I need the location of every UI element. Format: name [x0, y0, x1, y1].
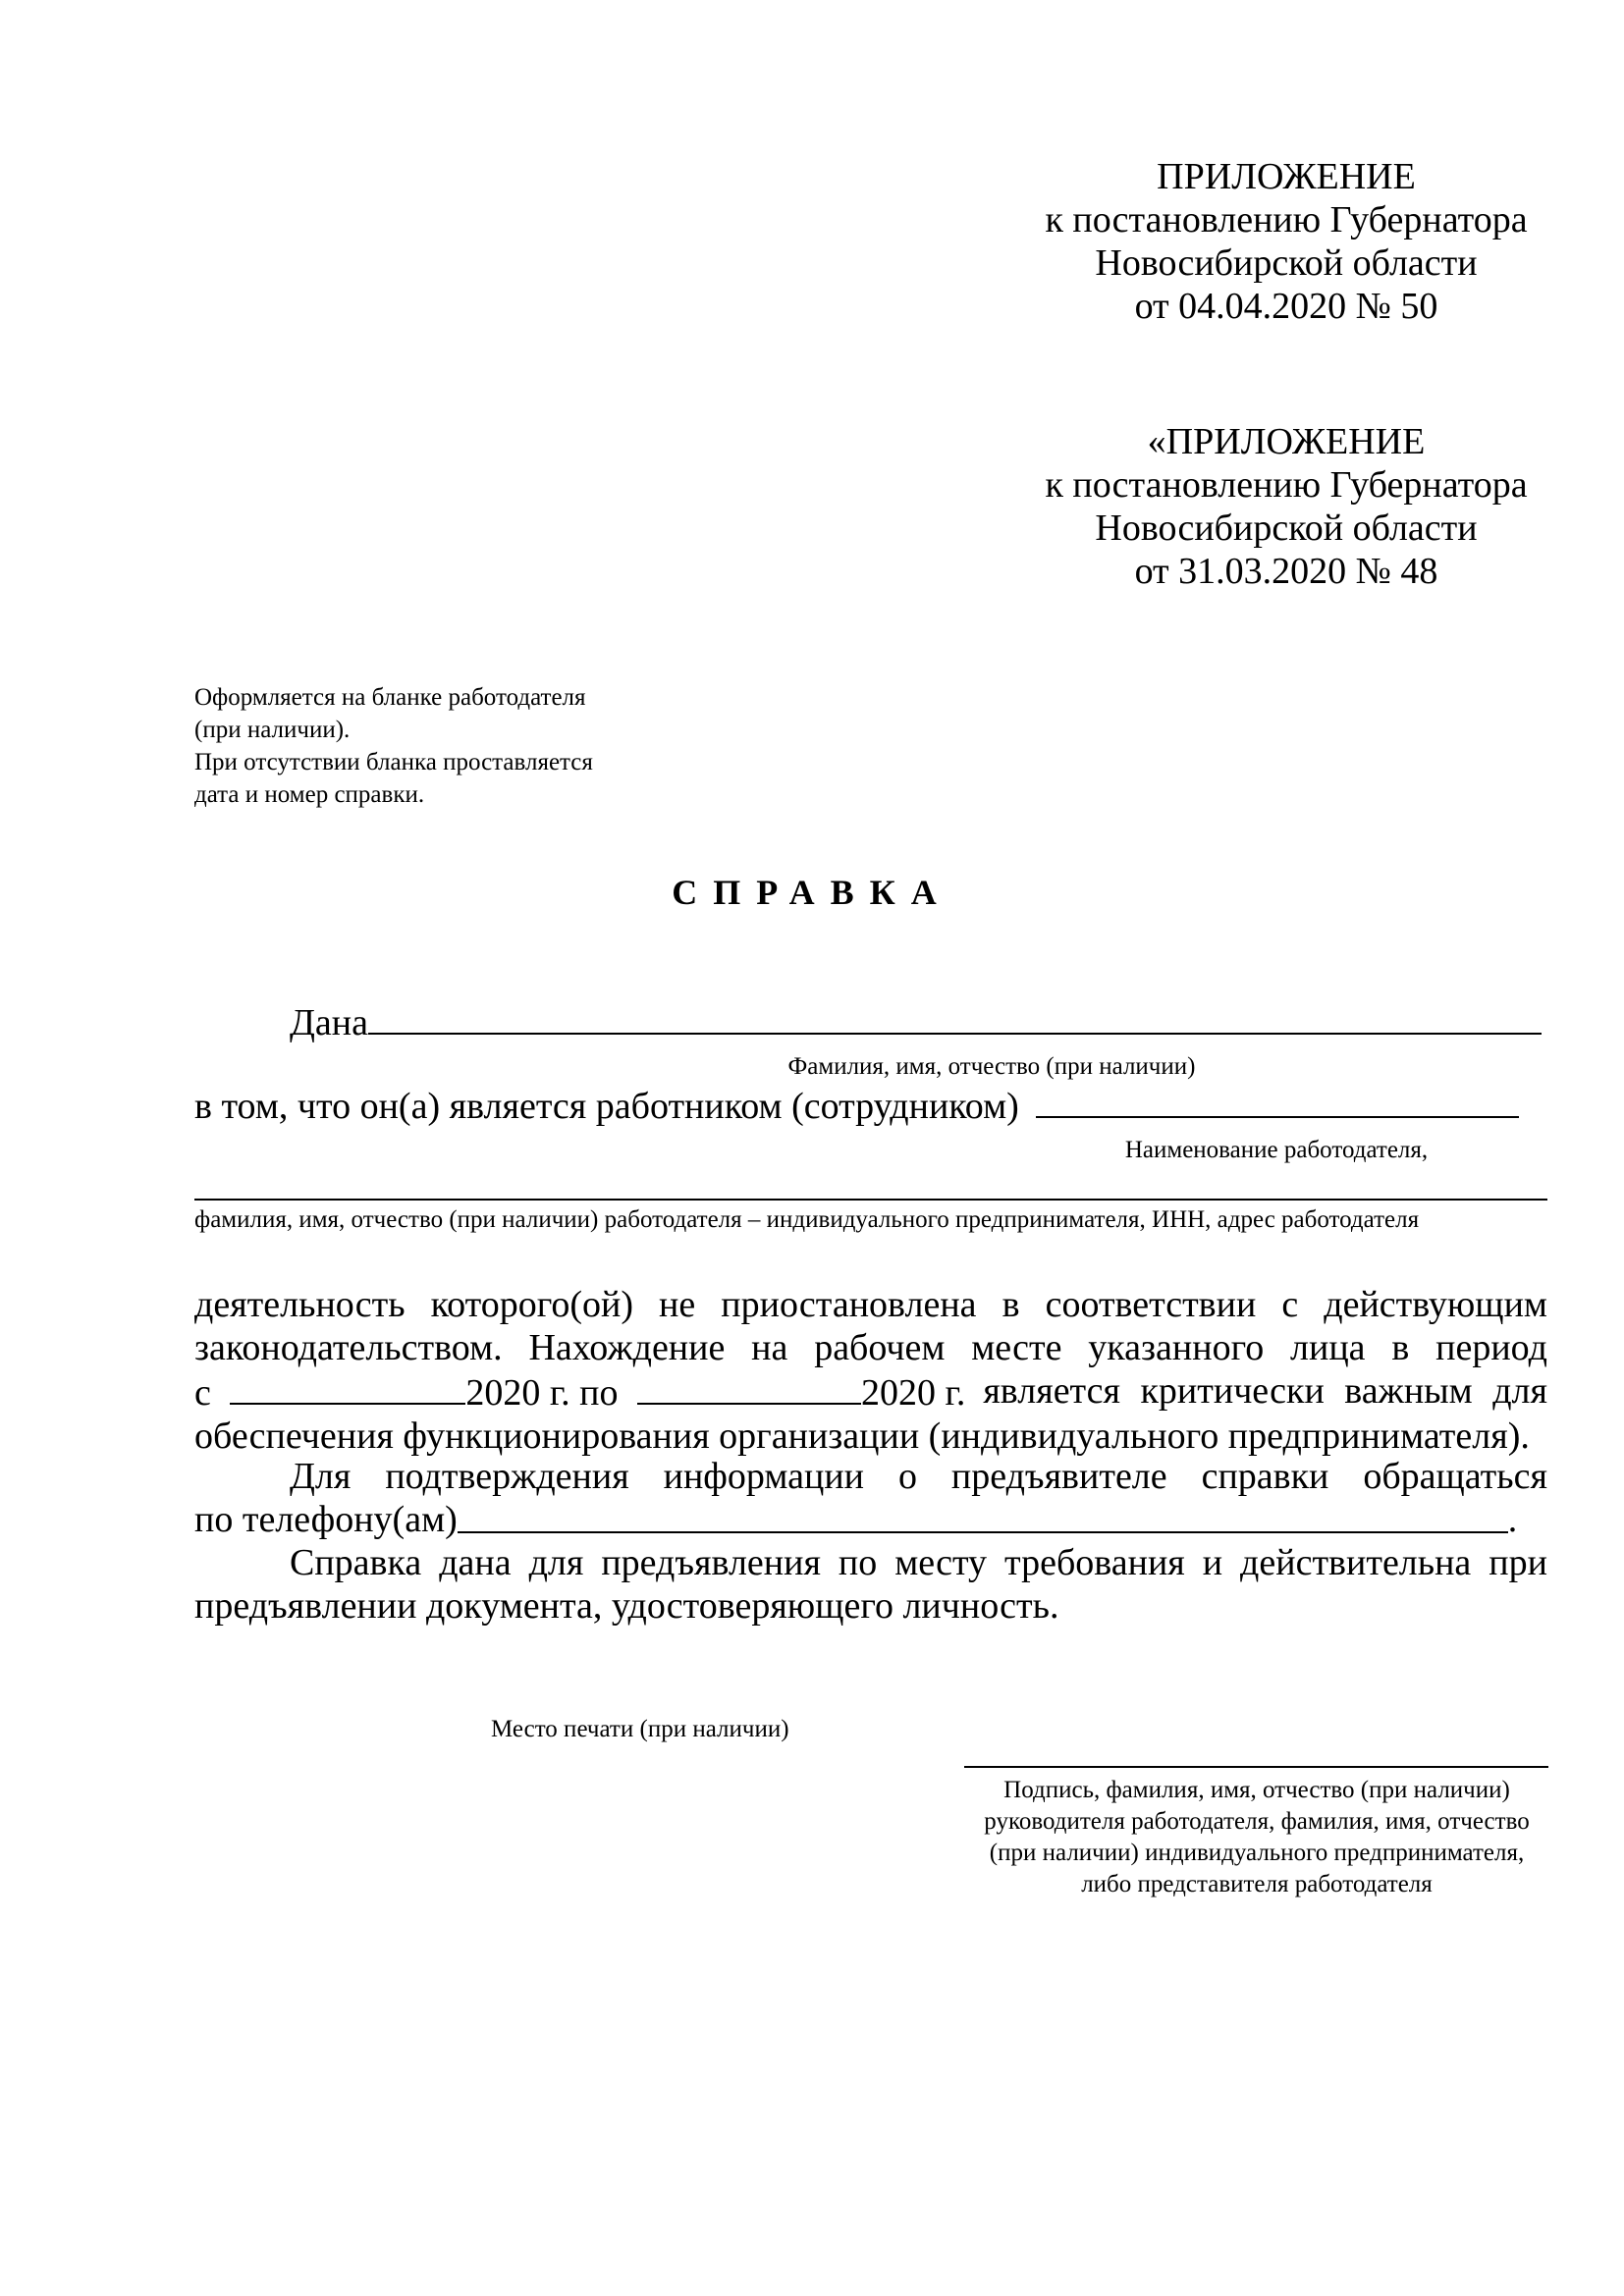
- p1l2-word-3: рабочем: [814, 1327, 946, 1368]
- p3l1-word-7: и: [1202, 1542, 1223, 1583]
- p1l3-word-1: критически: [1140, 1370, 1325, 1412]
- signature-caption: [923, 1775, 1591, 1900]
- signature-caption-line-1: Подпись, фамилия, имя, отчество (при наличии): [1003, 1777, 1510, 1803]
- p1l1-word-7: действующим: [1324, 1284, 1547, 1325]
- blank-note-line-3: При отсутствии бланка проставляется: [194, 749, 593, 775]
- p1l2-word-7: в: [1391, 1327, 1410, 1368]
- to-label: 2020 г. по: [465, 1372, 619, 1414]
- body-paragraph-1: [194, 1283, 1547, 1458]
- p1l3-word-0: является: [983, 1370, 1120, 1412]
- p3l1-word-9: при: [1489, 1542, 1547, 1583]
- p1l1-word-2: не: [659, 1284, 696, 1325]
- p3l1-word-1: дана: [439, 1542, 512, 1583]
- p1l1-word-6: с: [1281, 1284, 1299, 1325]
- p2l1-word-0: Для: [290, 1456, 352, 1497]
- p1l1-word-1: которого(ой): [430, 1284, 633, 1325]
- p1l1-word-4: в: [1001, 1284, 1020, 1325]
- p2l1-word-6: обращаться: [1363, 1456, 1547, 1497]
- paragraph-1-line-3-rest: [983, 1369, 1547, 1415]
- employer-details-field[interactable]: [194, 1163, 1547, 1201]
- document-title: СПРАВКА: [672, 873, 952, 912]
- p2l1-word-4: предъявителе: [950, 1456, 1167, 1497]
- employee-label: в том, что он(а) является работником (сотрудником): [194, 1086, 1019, 1127]
- fio-caption: Фамилия, имя, отчество (при наличии): [787, 1053, 1196, 1080]
- year-suffix: 2020 г.: [861, 1372, 966, 1414]
- p1l2-word-8: период: [1435, 1327, 1547, 1368]
- appendix-1-line-4: от 04.04.2020 № 50: [1134, 286, 1438, 327]
- p1l1-word-0: деятельность: [194, 1284, 406, 1325]
- p1l2-word-6: лица: [1290, 1327, 1366, 1368]
- p1l2-word-0: законодательством.: [194, 1327, 503, 1368]
- from-label: с: [194, 1372, 211, 1414]
- employee-row: [194, 1083, 1519, 1128]
- start-date-field[interactable]: [230, 1369, 465, 1405]
- p3l1-word-2: для: [528, 1542, 584, 1583]
- p1l2-word-5: указанного: [1088, 1327, 1265, 1368]
- phone-label: по телефону(ам): [194, 1499, 458, 1540]
- blank-note-line-2: (при наличии).: [194, 717, 351, 743]
- appendix-header-2: [982, 420, 1591, 593]
- phone-field[interactable]: [458, 1498, 1508, 1533]
- p3l1-word-0: Справка: [290, 1542, 422, 1583]
- blank-note-line-4: дата и номер справки.: [194, 781, 425, 808]
- p1l1-word-5: соответствии: [1045, 1284, 1257, 1325]
- signature-field[interactable]: [964, 1764, 1548, 1768]
- appendix-1-line-3: Новосибирской области: [1095, 242, 1478, 284]
- p2l1-word-5: справки: [1201, 1456, 1329, 1497]
- fio-field[interactable]: [368, 999, 1542, 1035]
- p1l2-word-2: на: [751, 1327, 788, 1368]
- p1l3-word-2: важным: [1344, 1370, 1473, 1412]
- p2l1-word-1: подтверждения: [385, 1456, 629, 1497]
- p1l2-word-1: Нахождение: [528, 1327, 726, 1368]
- signature-caption-line-2: руководителя работодателя, фамилия, имя, отчество: [984, 1808, 1530, 1835]
- paragraph-1-line-4: [194, 1415, 1547, 1458]
- given-label: Дана: [290, 1002, 368, 1043]
- signature-caption-line-3: (при наличии) индивидуального предпринимателя,: [989, 1840, 1525, 1866]
- stamp-place-label: Место печати (при наличии): [491, 1716, 789, 1742]
- p2l1-word-3: о: [897, 1456, 917, 1497]
- paragraph-1-line-1: [194, 1283, 1547, 1326]
- body-paragraph-2: [194, 1455, 1547, 1541]
- body-paragraph-3: [194, 1541, 1547, 1628]
- appendix-2-line-1: «ПРИЛОЖЕНИЕ: [1147, 421, 1426, 462]
- period-from-prefix: [194, 1369, 965, 1415]
- end-date-field[interactable]: [637, 1369, 861, 1405]
- paragraph-2-line-2: [194, 1498, 1547, 1541]
- given-row: [290, 999, 1542, 1044]
- p3l1-word-4: по: [838, 1542, 878, 1583]
- paragraph-1-line-3: [194, 1369, 1547, 1415]
- employer-field[interactable]: [1036, 1083, 1519, 1118]
- p3l1-word-3: предъявления: [601, 1542, 821, 1583]
- p1l1-word-3: приостановлена: [721, 1284, 977, 1325]
- appendix-2-line-4: от 31.03.2020 № 48: [1134, 551, 1438, 592]
- paragraph-3-line-1: [194, 1541, 1547, 1584]
- paragraph-3-line-2: [194, 1584, 1547, 1628]
- employer-details-caption: фамилия, имя, отчество (при наличии) работодателя – индивидуального предпринимателя, ИНН, адрес работодателя: [194, 1206, 1420, 1233]
- blank-note: [194, 681, 593, 811]
- appendix-2-line-3: Новосибирской области: [1095, 507, 1478, 549]
- paragraph-1-line-4-text: обеспечения функционирования организации (индивидуального предпринимателя).: [194, 1415, 1530, 1457]
- paragraph-2-line-1: [194, 1455, 1547, 1498]
- blank-note-line-1: Оформляется на бланке работодателя: [194, 684, 586, 711]
- p3l1-word-6: требования: [1004, 1542, 1185, 1583]
- paragraph-1-line-2: [194, 1326, 1547, 1369]
- employer-caption: Наименование работодателя,: [1124, 1137, 1429, 1163]
- p2l1-word-2: информации: [663, 1456, 865, 1497]
- p3l1-word-8: действительна: [1240, 1542, 1472, 1583]
- paragraph-3-line-2-text: предъявлении документа, удостоверяющего личность.: [194, 1585, 1059, 1627]
- appendix-header-1: [982, 155, 1591, 328]
- appendix-1-line-1: ПРИЛОЖЕНИЕ: [1157, 156, 1416, 197]
- phone-end: .: [1507, 1499, 1518, 1540]
- p3l1-word-5: месту: [894, 1542, 988, 1583]
- signature-caption-line-4: либо представителя работодателя: [1081, 1871, 1433, 1897]
- appendix-1-line-2: к постановлению Губернатора: [1045, 199, 1528, 240]
- p1l2-word-4: месте: [971, 1327, 1062, 1368]
- p1l3-word-3: для: [1492, 1370, 1547, 1412]
- appendix-2-line-2: к постановлению Губернатора: [1045, 464, 1528, 506]
